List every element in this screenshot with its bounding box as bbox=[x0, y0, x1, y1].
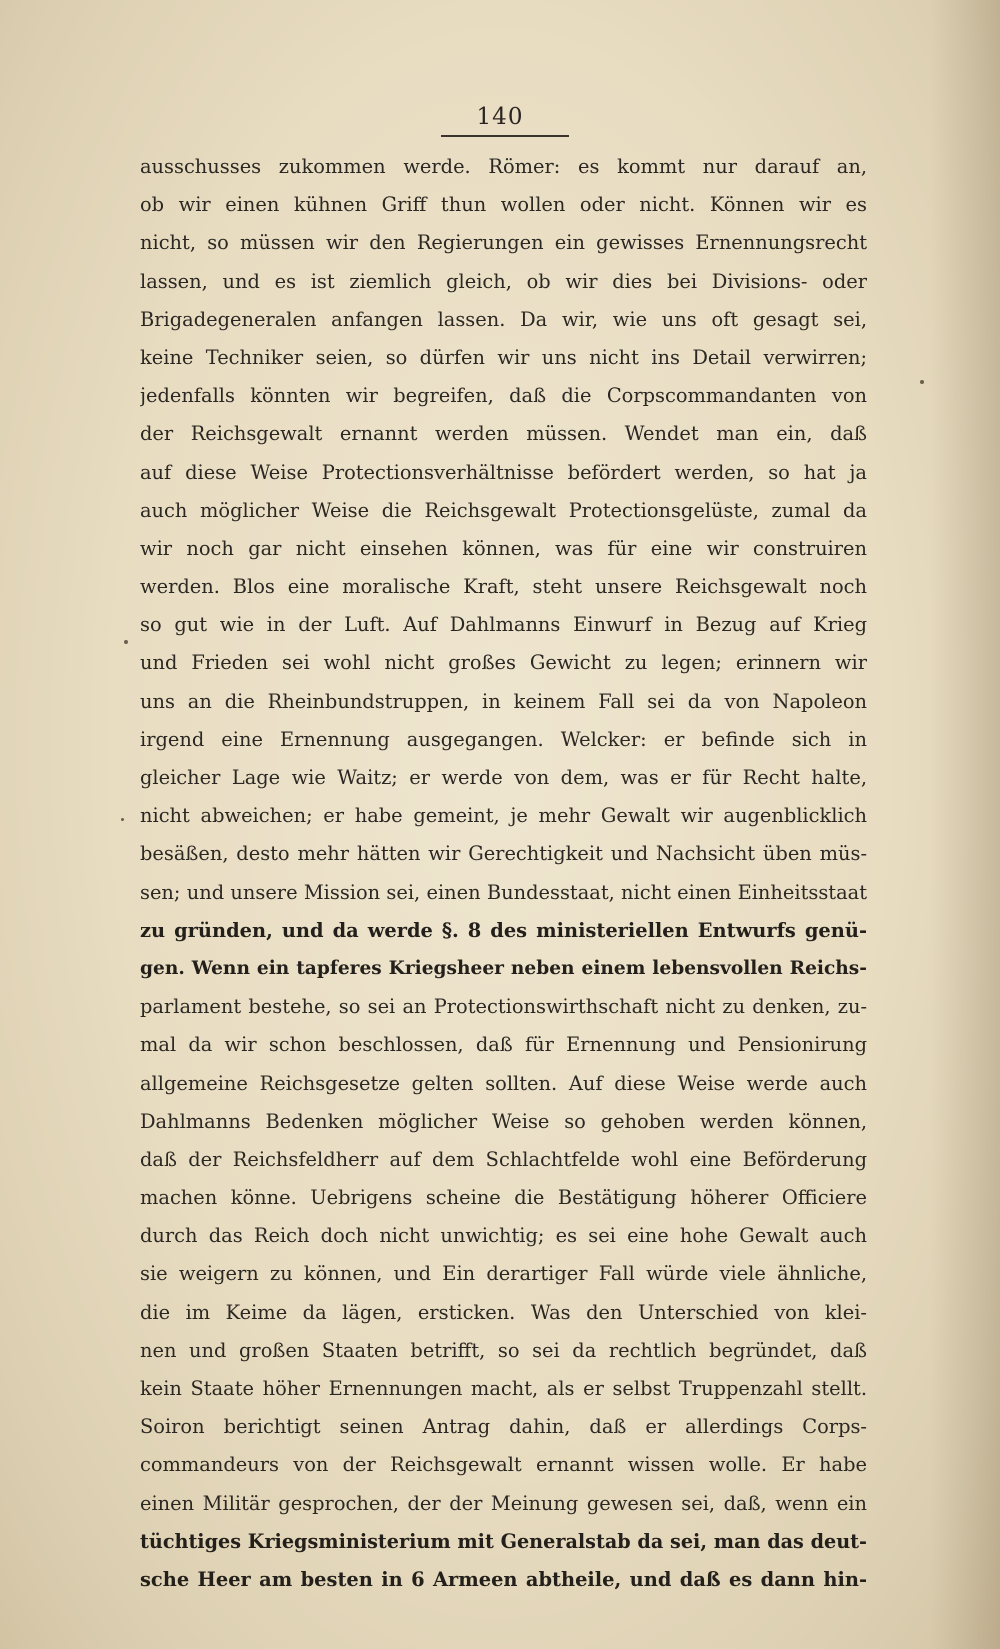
text-line: allgemeine Reichsgesetze gelten sollten. Auf diese Weise werde auch bbox=[140, 1071, 867, 1095]
text-line: besäßen, desto mehr hätten wir Gerechtigkeit und Nachsicht üben müs- bbox=[140, 842, 867, 866]
text-line: Brigadegeneralen anfangen lassen. Da wir, wie uns oft gesagt sei, bbox=[140, 307, 867, 331]
text-line: parlament bestehe, so sei an Protectionswirthschaft nicht zu denken, zu- bbox=[140, 995, 867, 1019]
text-line: nen und großen Staaten betrifft, so sei da rechtlich begründet, daß bbox=[140, 1338, 867, 1362]
text-line: ausschusses zukommen werde. Römer: es kommt nur darauf an, bbox=[140, 155, 867, 178]
text-line: nicht abweichen; er habe gemeint, je mehr Gewalt wir augenblicklich bbox=[140, 804, 867, 828]
paper-speck bbox=[124, 640, 128, 644]
text-line: ob wir einen kühnen Griff thun wollen oder nicht. Können wir es bbox=[140, 193, 867, 217]
text-line: kein Staate höher Ernennungen macht, als er selbst Truppenzahl stellt. bbox=[140, 1377, 867, 1400]
text-line: zu gründen, und da werde §. 8 des ministeriellen Entwurfs genü- bbox=[140, 918, 867, 942]
text-line: irgend eine Ernennung ausgegangen. Welcker: er befinde sich in bbox=[140, 727, 867, 751]
paper-speck bbox=[920, 380, 924, 384]
header-rule bbox=[441, 135, 569, 137]
text-line: so gut wie in der Luft. Auf Dahlmanns Einwurf in Bezug auf Krieg bbox=[140, 613, 867, 637]
text-line: nicht, so müssen wir den Regierungen ein gewisses Ernennungsrecht bbox=[140, 231, 867, 255]
text-line: einen Militär gesprochen, der der Meinung gewesen sei, daß, wenn ein bbox=[140, 1491, 867, 1515]
text-line: Soiron berichtigt seinen Antrag dahin, daß er allerdings Corps- bbox=[140, 1415, 867, 1439]
text-line: uns an die Rheinbundstruppen, in keinem Fall sei da von Napoleon bbox=[140, 689, 867, 713]
text-line: der Reichsgewalt ernannt werden müssen. Wendet man ein, daß bbox=[140, 422, 867, 446]
text-line: mal da wir schon beschlossen, daß für Ernennung und Pensionirung bbox=[140, 1033, 867, 1057]
text-line: durch das Reich doch nicht unwichtig; es sei eine hohe Gewalt auch bbox=[140, 1224, 867, 1248]
text-line: tüchtiges Kriegsministerium mit Generalstab da sei, man das deut- bbox=[140, 1529, 867, 1553]
text-line: und Frieden sei wohl nicht großes Gewicht zu legen; erinnern wir bbox=[140, 651, 867, 675]
text-line: gleicher Lage wie Waitz; er werde von dem, was er für Recht halte, bbox=[140, 766, 867, 789]
text-line: die im Keime da lägen, ersticken. Was den Unterschied von klei- bbox=[140, 1300, 867, 1324]
text-line: auf diese Weise Protectionsverhältnisse befördert werden, so hat ja bbox=[140, 460, 867, 484]
text-line: lassen, und es ist ziemlich gleich, ob wir dies bei Divisions- oder bbox=[140, 269, 867, 293]
text-line: sie weigern zu können, und Ein derartiger Fall würde viele ähnliche, bbox=[140, 1262, 867, 1286]
text-line: machen könne. Uebrigens scheine die Bestätigung höherer Officiere bbox=[140, 1186, 867, 1210]
body-text bbox=[140, 148, 867, 1599]
text-line: wir noch gar nicht einsehen können, was für eine wir construiren bbox=[140, 536, 867, 560]
text-line: auch möglicher Weise die Reichsgewalt Protectionsgelüste, zumal da bbox=[140, 498, 867, 522]
page-number: 140 bbox=[476, 104, 524, 130]
text-line: commandeurs von der Reichsgewalt ernannt wissen wolle. Er habe bbox=[140, 1453, 867, 1477]
text-line: gen. Wenn ein tapferes Kriegsheer neben einem lebensvollen Reichs- bbox=[140, 957, 867, 979]
text-line: Dahlmanns Bedenken möglicher Weise so gehoben werden können, bbox=[140, 1109, 867, 1133]
text-line: sche Heer am besten in 6 Armeen abtheile, und daß es dann hin- bbox=[140, 1567, 867, 1591]
text-line: sen; und unsere Mission sei, einen Bundesstaat, nicht einen Einheitsstaat bbox=[140, 880, 867, 904]
text-line: werden. Blos eine moralische Kraft, steht unsere Reichsgewalt noch bbox=[140, 575, 867, 599]
text-line: keine Techniker seien, so dürfen wir uns nicht ins Detail verwirren; bbox=[140, 345, 867, 369]
text-line: jedenfalls könnten wir begreifen, daß die Corpscommandanten von bbox=[140, 384, 867, 408]
paper-speck bbox=[121, 818, 124, 821]
text-line: daß der Reichsfeldherr auf dem Schlachtfelde wohl eine Beförderung bbox=[140, 1147, 867, 1171]
